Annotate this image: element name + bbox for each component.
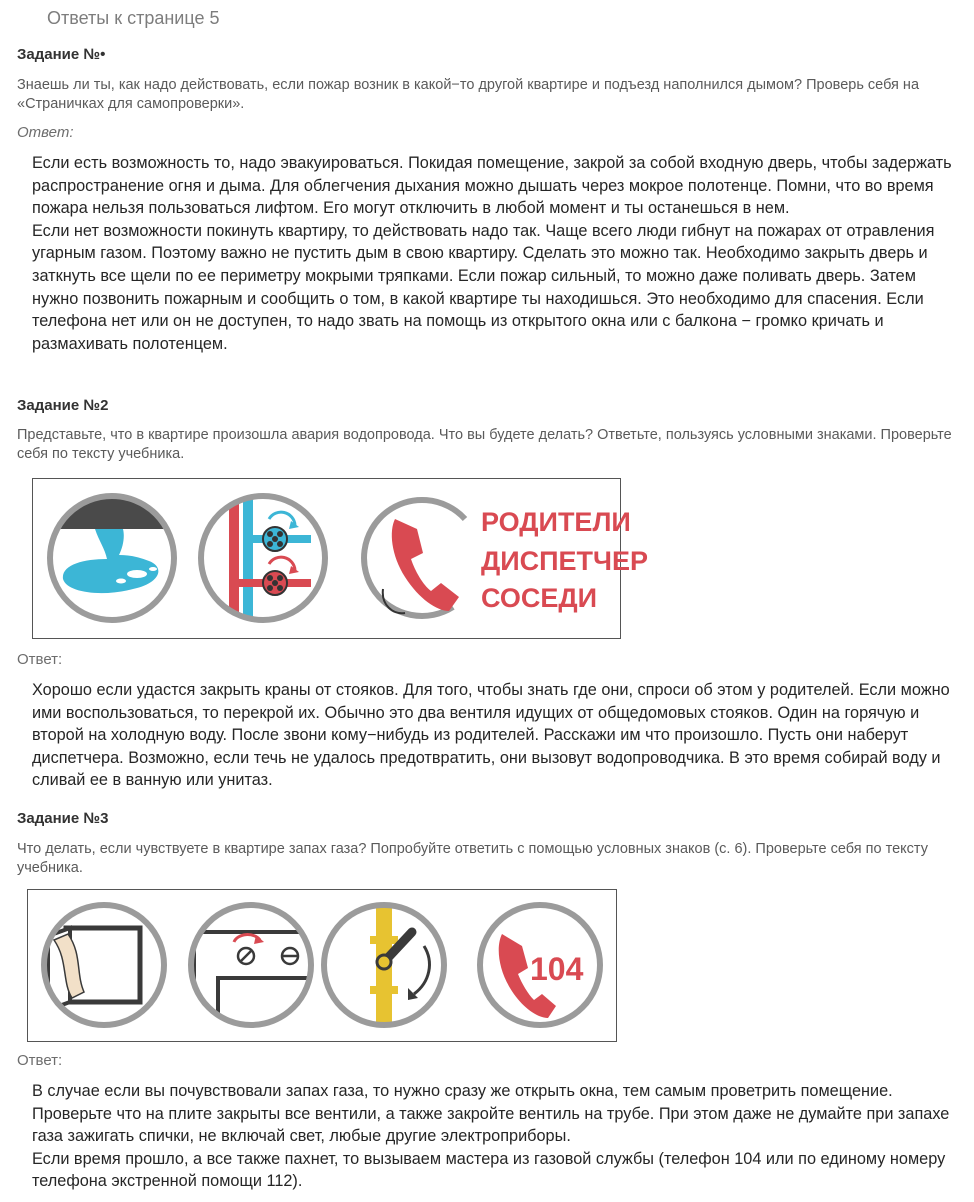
task-2-answer [32,679,962,792]
sign-word-neighbors: СОСЕДИ [481,583,597,613]
phone-104-icon [480,905,600,1025]
sign-word-dispatcher: ДИСПЕТЧЕР [481,546,649,576]
gas-valve-icon [324,900,444,1040]
open-window-icon [44,905,164,1025]
task-3-signs [27,889,617,1042]
task-2-title: Задание №2 [17,397,109,414]
water-leak-icon [43,496,183,620]
stove-icon [191,905,314,1042]
task-2-answer-label: Ответ: [17,651,63,668]
task-3-answer-label: Ответ: [17,1052,63,1069]
task-3-question: Что делать, если чувствуете в квартире запах газа? Попробуйте ответить с помощью условных знаков (с. 6). Проверьте себя по тексту учебника. [17,841,928,876]
task-1-answer-paragraph: Если нет возможности покинуть квартиру, то действовать надо так. Чаще всего люди гибнут на пожарах от отравления угарным газом. Поэтому важно не пустить дым в свою квартиру. Сделать это можно так. Необходимо закрыть дверь и заткнуть все щели по ее периметру мокрыми тряпками. Если пожар сильный, то можно даже поливать дверь. Затем нужно позвонить пожарным и сообщить о том, в какой квартире ты находишься. Это необходимо для спасения. Если телефона нет или он не доступен, то надо звать на помощь из открытого окна или с балкона − громко кричать и размахивать полотенцем. [32,221,935,353]
valves-icon [201,489,325,629]
task-2-question: Представьте, что в квартире произошла авария водопровода. Что вы будете делать? Ответьте, пользуясь условными знаками. Проверьте себя по тексту учебника. [17,427,952,462]
task-1-question: Знаешь ли ты, как надо действовать, если пожар возник в какой−то другой квартире и подъезд наполнился дымом? Проверь себя на «Страничках для самопроверки». [17,77,920,112]
phone-icon [364,500,465,616]
task-3-answer [32,1080,962,1193]
task-1-answer-paragraph: Если есть возможность то, надо эвакуироваться. Покидая помещение, закрой за собой входную дверь, чтобы задержать распространение огня и дыма. Для облегчения дыхания можно дышать через мокрое полотенце. Помни, что во время пожара нельзя пользоваться лифтом. Его могут отключить в любой момент и ты останешься в нем. [32,154,952,218]
sign-word-parents: РОДИТЕЛИ [481,507,631,537]
page-title: Ответы к странице 5 [47,8,220,28]
task-3-title: Задание №3 [17,810,109,827]
task-3-answer-paragraph: В случае если вы почувствовали запах газа, то нужно сразу же открыть окна, тем самым проветрить помещение. Проверьте что на плите закрыты все вентили, а также закройте вентиль на трубе. При этом даже не думайте при запахе газа зажигать спички, не включай свет, любые другие электроприборы. [32,1082,950,1146]
task-2-answer-paragraph: Хорошо если удастся закрыть краны от стояков. Для того, чтобы знать где они, спроси об этом у родителей. Если можно ими воспользоваться, то перекрой их. Обычно это два вентиля идущих от общедомовых стояков. Один на горячую и второй на холодную воду. После звони кому−нибудь из родителей. Расскажи им что произошло. Пусть они наберут диспетчера. Возможно, если течь не удалось предотвратить, они вызовут водопроводчика. В это время собирай воду и сливай ее в ванную или унитаз. [32,681,950,790]
task-1-answer [32,152,962,355]
task-1-title: Задание №• [17,46,106,63]
task-3-answer-paragraph: Если время прошло, а все также пахнет, то вызываем мастера из газовой службы (телефон 104 или по единому номеру телефона экстренной помощи 112). [32,1149,946,1191]
task-1-answer-label: Ответ: [17,124,74,141]
phone-number: 104 [530,951,584,987]
task-2-signs [32,478,649,639]
